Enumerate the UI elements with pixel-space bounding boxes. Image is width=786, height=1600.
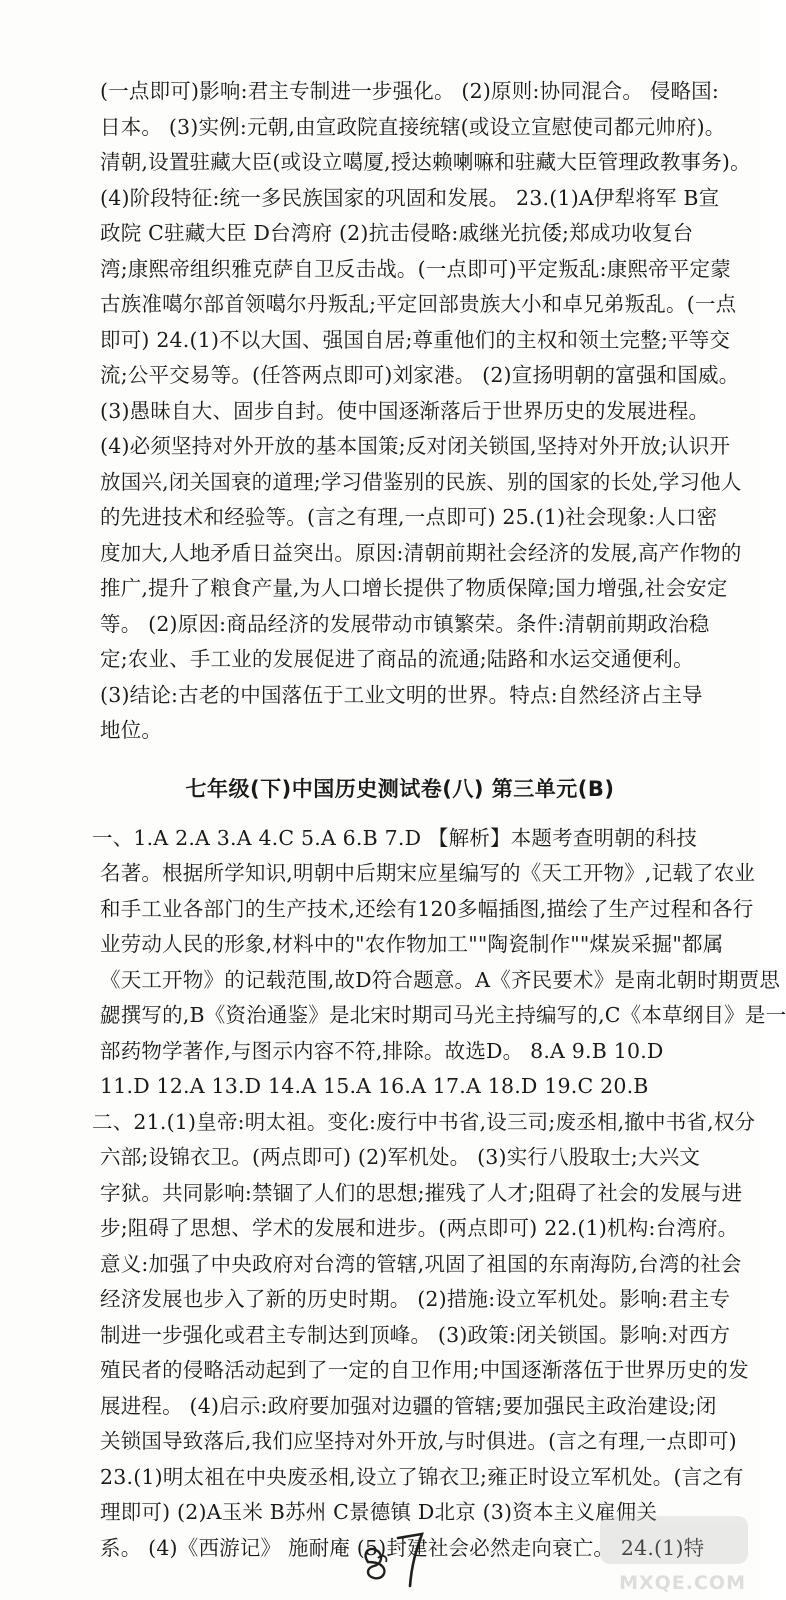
- answer-line: 政院 C驻藏大臣 D台湾府 (2)抗击侵略:戚继光抗倭;郑成功收复台: [100, 221, 694, 245]
- answer-line: 业劳动人民的形象,材料中的"农作物加工""陶瓷制作""煤炭采掘"都属: [100, 932, 724, 956]
- answer-line: 展进程。 (4)启示:政府要加强对边疆的管辖;要加强民主政治建设;闭: [100, 1393, 717, 1418]
- answer-line: 即可) 24.(1)不以大国、强国自居;尊重他们的主权和领土完整;平等交: [100, 327, 731, 352]
- answer-line: 勰撰写的,B《资治通鉴》是北宋时期司马光主持编写的,C《本草纲目》是一: [100, 1003, 786, 1027]
- answer-line: 制进一步强化或君主专制达到顶峰。 (3)政策:闭关锁国。影响:对西方: [100, 1322, 731, 1347]
- answer-line: 一、1.A 2.A 3.A 4.C 5.A 6.B 7.D 【解析】本题考查明朝的科技: [92, 825, 698, 850]
- answer-block-previous: [100, 74, 751, 749]
- answer-line: (一点即可)影响:君主专制进一步强化。 (2)原则:协同混合。 侵略国:: [100, 79, 719, 103]
- answer-line: 部药物学著作,与图示内容不符,排除。故选D。 8.A 9.B 10.D: [100, 1038, 664, 1063]
- answer-line: 理即可) (2)A玉米 B苏州 C景德镇 D北京 (3)资本主义雇佣关: [100, 1500, 658, 1524]
- answer-line: 推广,提升了粮食产量,为人口增长提供了物质保障;国力增强,社会安定: [100, 576, 728, 600]
- answer-line: 湾;康熙帝组织雅克萨自卫反击战。(一点即可)平定叛乱:康熙帝平定蒙: [100, 256, 731, 281]
- section-title: 七年级(下)中国历史测试卷(八) 第三单元(B): [185, 776, 615, 801]
- answer-line: 度加大,人地矛盾日益突出。原因:清朝前期社会经济的发展,高产作物的: [100, 540, 742, 565]
- handwritten-page-number: [360, 1528, 440, 1588]
- answer-line: 流;公平交易等。(任答两点即可)刘家港。 (2)宣扬明朝的富强和国威。: [100, 363, 740, 387]
- watermark-text: MXQE.COM: [619, 1572, 746, 1594]
- answer-line: 日本。 (3)实例:元朝,由宣政院直接统辖(或设立宣慰使司都元帅府)。: [100, 114, 726, 139]
- answer-line: 字狱。共同影响:禁锢了人们的思想;摧残了人才;阻碍了社会的发展与进: [100, 1180, 743, 1205]
- answer-line: 殖民者的侵略活动起到了一定的自卫作用;中国逐渐落伍于世界历史的发: [100, 1358, 749, 1382]
- answer-line: 定;农业、手工业的发展促进了商品的流通;陆路和水运交通便利。: [100, 647, 694, 671]
- watermark: [596, 1516, 752, 1594]
- answer-line: (4)阶段特征:统一多民族国家的巩固和发展。 23.(1)A伊犁将军 B宣: [100, 185, 720, 210]
- answer-line: 系。 (4)《西游记》 施耐庵 (5)封建社会必然走向衰亡。 24.(1)特: [100, 1535, 705, 1560]
- watermark-logo: [600, 1516, 748, 1564]
- answer-line: (3)愚昧自大、固步自封。使中国逐渐落后于世界历史的发展进程。: [100, 398, 710, 423]
- answer-line: 放国兴,闭关国衰的道理;学习借鉴别的民族、别的国家的长处,学习他人: [100, 469, 742, 494]
- answer-line: 《天工开物》的记载范围,故D符合题意。A《齐民要术》是南北朝时期贾思: [100, 967, 781, 992]
- answer-line: 步;阻碍了思想、学术的发展和进步。(两点即可) 22.(1)机构:台湾府。: [100, 1216, 739, 1240]
- answer-line: (4)必须坚持对外开放的基本国策;反对闭关锁国,坚持对外开放;认识开: [100, 434, 731, 458]
- answer-line: 经济发展也步入了新的历史时期。 (2)措施:设立军机处。影响:君主专: [100, 1287, 731, 1311]
- answer-line: 名著。根据所学知识,明朝中后期宋应星编写的《天工开物》,记载了农业: [100, 861, 756, 885]
- answer-line: 11.D 12.A 13.D 14.A 15.A 16.A 17.A 18.D 19.C 20.B: [100, 1074, 649, 1098]
- answer-line: 地位。: [100, 718, 163, 742]
- answer-line: 等。 (2)原因:商品经济的发展带动市镇繁荣。条件:清朝前期政治稳: [100, 611, 710, 636]
- answer-line: 的先进技术和经验等。(言之有理,一点即可) 25.(1)社会现象:人口密: [100, 505, 718, 529]
- answer-line: 23.(1)明太祖在中央废丞相,设立了锦衣卫;雍正时设立军机处。(言之有: [100, 1464, 744, 1489]
- handwritten-87-icon: [360, 1528, 440, 1588]
- answer-line: 清朝,设置驻藏大臣(或设立噶厦,授达赖喇嘛和驻藏大臣管理政教事务)。: [100, 150, 751, 174]
- answer-line: 和手工业各部门的生产技术,还绘有120多幅插图,描绘了生产过程和各行: [100, 896, 754, 921]
- answer-line: 六部;设锦衣卫。(两点即可) (2)军机处。 (3)实行八股取士;大兴文: [100, 1145, 701, 1169]
- answer-content: [92, 74, 786, 1566]
- answer-block-test-8: [92, 821, 786, 1567]
- answer-line: 古族准噶尔部首领噶尔丹叛乱;平定回部贵族大小和卓兄弟叛乱。(一点: [100, 292, 737, 316]
- answer-line: (3)结论:古老的中国落伍于工业文明的世界。特点:自然经济占主导: [100, 682, 703, 707]
- answer-line: 关锁国导致落后,我们应坚持对外开放,与时俱进。(言之有理,一点即可): [100, 1429, 737, 1453]
- answer-line: 二、21.(1)皇帝:明太祖。变化:废行中书省,设三司;废丞相,撤中书省,权分: [92, 1109, 756, 1134]
- answer-line: 意义:加强了中央政府对台湾的管辖,巩固了祖国的东南海防,台湾的社会: [100, 1251, 742, 1276]
